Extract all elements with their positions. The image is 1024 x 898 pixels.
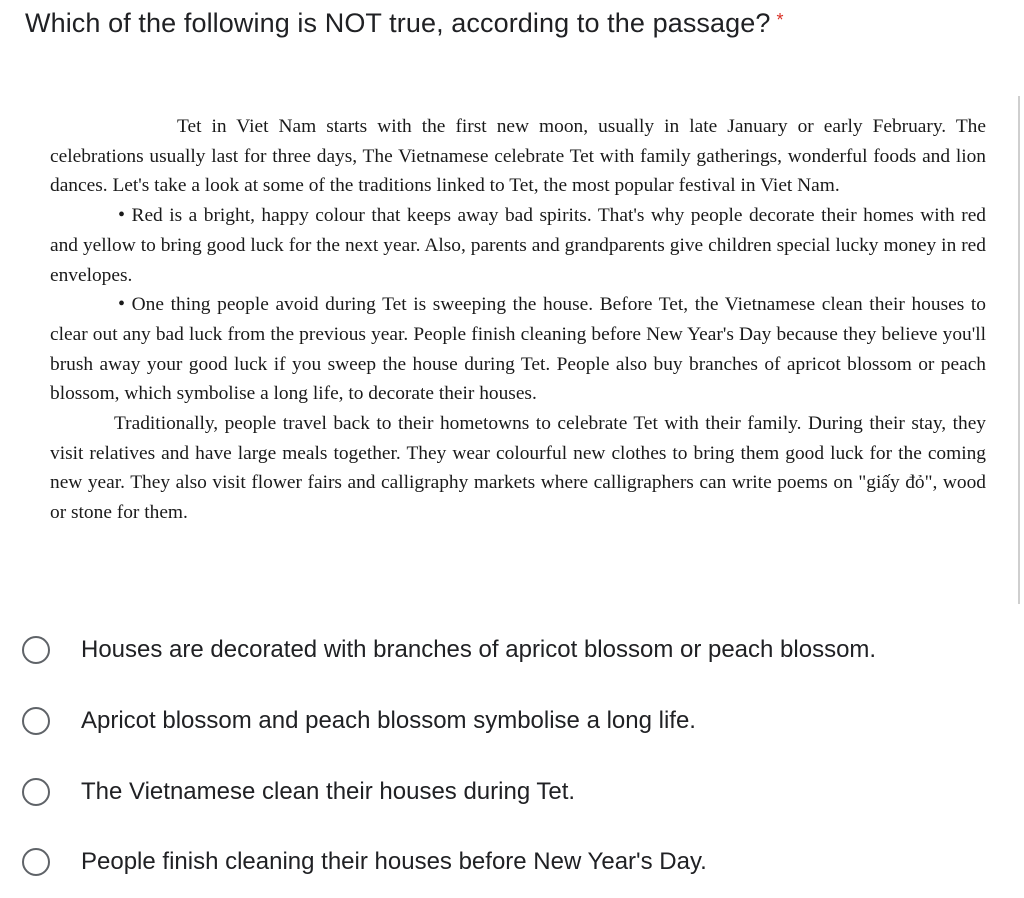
radio-button[interactable]	[22, 707, 50, 735]
option-label[interactable]: Apricot blossom and peach blossom symbolise a long life.	[81, 707, 696, 734]
answer-option-1[interactable]	[22, 630, 876, 670]
option-label[interactable]: The Vietnamese clean their houses during Tet.	[81, 778, 576, 805]
reading-passage	[50, 112, 986, 528]
passage-paragraph-intro: Tet in Viet Nam starts with the first new moon, usually in late January or early February. The celebrations usually last for three days, The Vietnamese celebrate Tet with family gatherings, wonderful foods and lion dances. Let's take a look at some of the traditions linked to Tet, the most popular festival in Viet Nam.	[50, 116, 986, 197]
required-asterisk: *	[776, 10, 784, 30]
passage-paragraph-traditions: Traditionally, people travel back to their hometowns to celebrate Tet with their family. During their stay, they visit relatives and have large meals together. They wear colourful new clothes to bring them good luck for the coming new year. They also visit flower fairs and calligraphy markets where calligraphers can write poems on "giấy đỏ", wood or stone for them.	[50, 413, 986, 524]
passage-bullet-red-colour	[50, 201, 986, 290]
bullet-text: Red is a bright, happy colour that keeps away bad spirits. That's why people decorate their homes with red and yellow to bring good luck for the next year. Also, parents and grandparents give children special lucky money in red envelopes.	[50, 205, 986, 286]
question-text: Which of the following is NOT true, according to the passage?	[25, 8, 771, 38]
option-label[interactable]: People finish cleaning their houses before New Year's Day.	[81, 848, 707, 875]
answer-option-4[interactable]	[22, 842, 707, 882]
answer-option-3[interactable]	[22, 772, 575, 812]
bullet-icon: •	[118, 293, 126, 316]
radio-button[interactable]	[22, 848, 50, 876]
answer-option-2[interactable]	[22, 701, 696, 741]
option-label[interactable]: Houses are decorated with branches of apricot blossom or peach blossom.	[81, 636, 877, 663]
passage-image	[38, 96, 1022, 604]
radio-button[interactable]	[22, 778, 50, 806]
passage-bullet-sweeping	[50, 290, 986, 409]
image-edge-divider	[1018, 96, 1020, 604]
radio-button[interactable]	[22, 636, 50, 664]
question-title	[25, 8, 784, 39]
bullet-icon: •	[118, 204, 126, 227]
bullet-text: One thing people avoid during Tet is sweeping the house. Before Tet, the Vietnamese clean their houses to clear out any bad luck from the previous year. People finish cleaning before New Year's Day because they believe you'll brush away your good luck if you sweep the house during Tet. People also buy branches of apricot blossom or peach blossom, which symbolise a long life, to decorate their houses.	[50, 294, 986, 405]
